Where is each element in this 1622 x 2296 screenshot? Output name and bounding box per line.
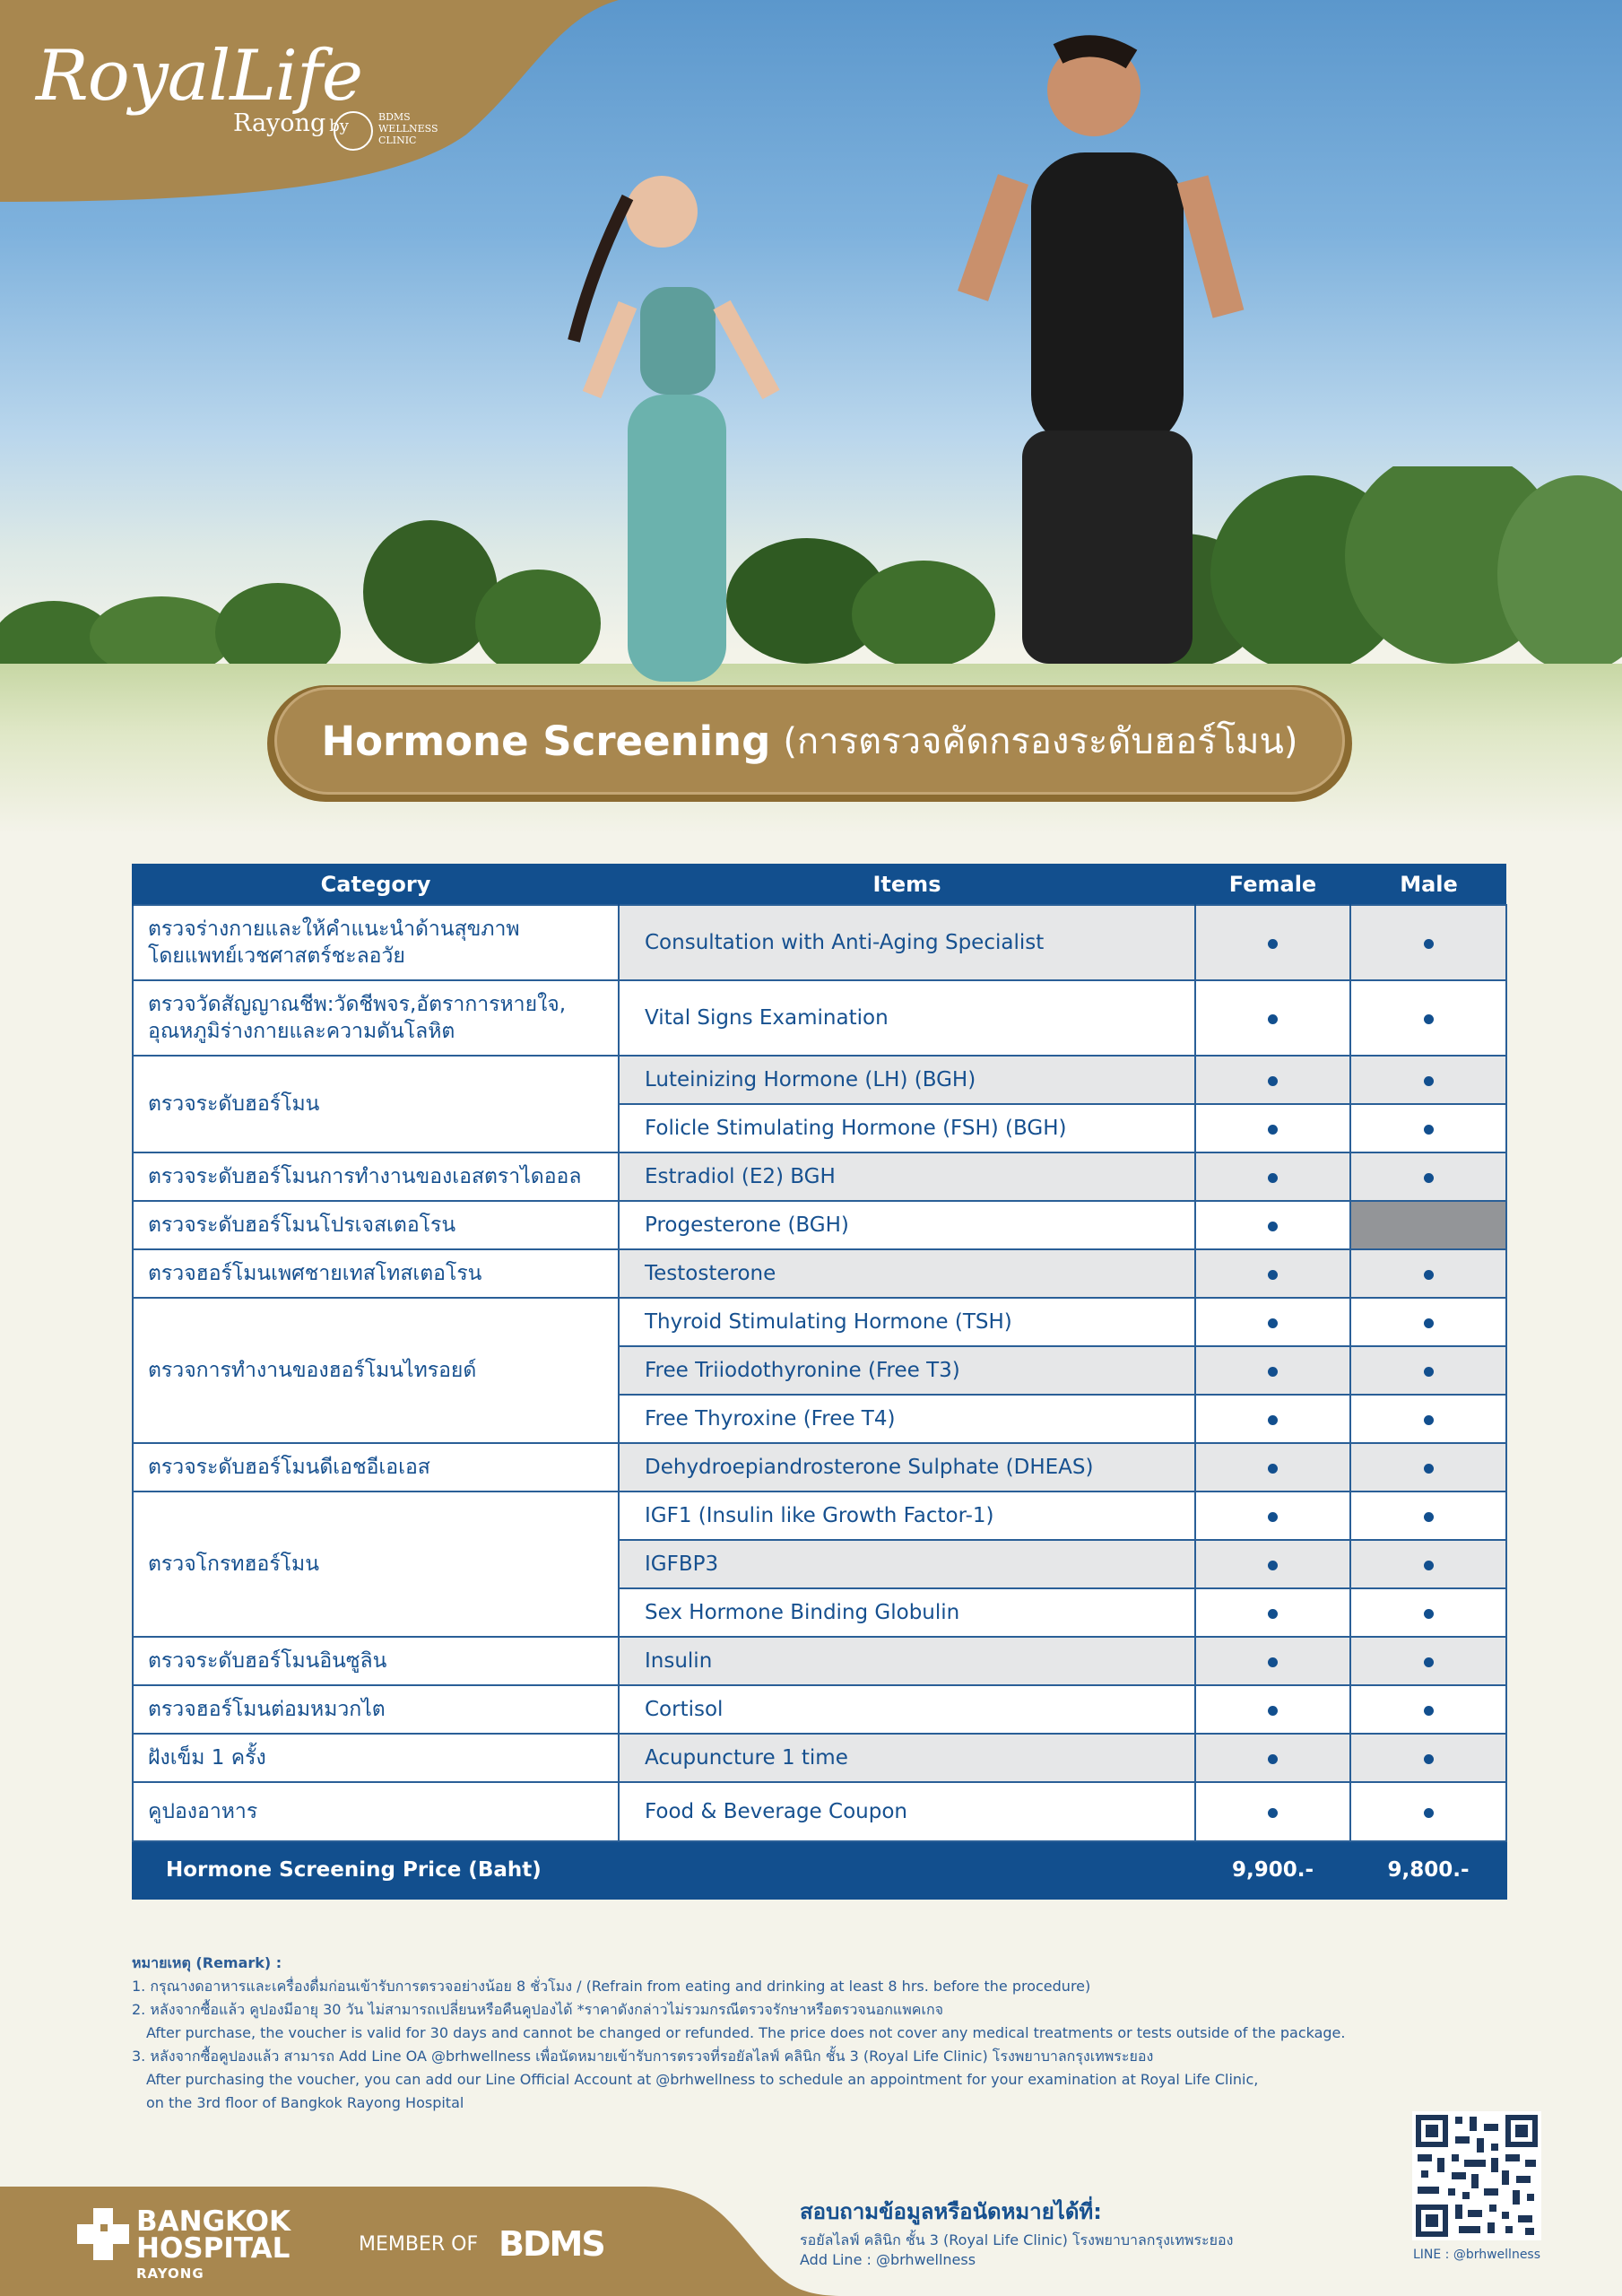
remarks-section [132,1952,1531,2115]
remark-2-english: After purchase, the voucher is valid for 30 days and cannot be changed or refunded. The price does not cover any medical treatments or tests outside of the package. [146,2024,1346,2041]
category-cell: ตรวจวัดสัญญาณชีพ:วัดชีพจร,อัตราการหายใจ, อุณหภูมิร่างกายและความดันโลหิต [133,980,619,1056]
price-row [133,1841,1506,1899]
included-dot-icon [1424,1125,1434,1135]
item-cell: Cortisol [619,1685,1195,1734]
included-dot-icon [1424,939,1434,949]
included-dot-icon [1424,1657,1434,1667]
remark-3-english-cont: on the 3rd floor of Bangkok Rayong Hospital [146,2094,464,2111]
male-check [1350,1152,1506,1201]
item-cell: Food & Beverage Coupon [619,1782,1195,1841]
female-check [1195,1346,1350,1395]
included-dot-icon [1424,1173,1434,1183]
member-of-label: MEMBER OF [359,2233,479,2256]
included-dot-icon [1424,1415,1434,1425]
male-check [1350,1104,1506,1152]
table-row [133,1249,1506,1298]
male-check [1350,1395,1506,1443]
title-thai: (การตรวจคัดกรองระดับฮอร์โมน) [783,721,1298,762]
included-dot-icon [1424,1706,1434,1716]
category-cell: ตรวจการทำงานของฮอร์โมนไทรอยด์ [133,1298,619,1443]
category-cell: ตรวจร่างกายและให้คำแนะนำด้านสุขภาพ โดยแพทย์เวชศาสตร์ชะลอวัย [133,905,619,980]
table-row [133,1782,1506,1841]
price-label: Hormone Screening Price (Baht) [133,1841,1195,1899]
remark-2-thai: 2. หลังจากซื้อแล้ว คูปองมีอายุ 30 วัน ไม่สามารถเปลี่ยนหรือคืนคูปองได้ *ราคาดังกล่าวไม่รวมกรณีตรวจรักษาหรือตรวจนอกแพคเกจ [132,2001,943,2018]
price-male: 9,800.- [1350,1841,1506,1899]
male-check [1350,980,1506,1056]
category-cell: ตรวจระดับฮอร์โมนโปรเจสเตอโรน [133,1201,619,1249]
item-cell: Testosterone [619,1249,1195,1298]
woman-runner [574,176,771,682]
bdms-wellness-label: BDMS WELLNESS CLINIC [378,111,438,146]
male-check [1350,1782,1506,1841]
female-check [1195,1249,1350,1298]
item-cell: Luteinizing Hormone (LH) (BGH) [619,1056,1195,1104]
item-cell: Sex Hormone Binding Globulin [619,1588,1195,1637]
category-cell: ตรวจระดับฮอร์โมนดีเอชอีเอเอส [133,1443,619,1492]
included-dot-icon [1268,1173,1278,1183]
female-check [1195,1540,1350,1588]
male-check [1350,1298,1506,1346]
included-dot-icon [1424,1754,1434,1764]
female-check [1195,1152,1350,1201]
male-check [1350,1056,1506,1104]
table-row [133,1298,1506,1346]
item-cell: Free Triiodothyronine (Free T3) [619,1346,1195,1395]
female-check [1195,1056,1350,1104]
female-check [1195,1395,1350,1443]
item-cell: Free Thyroxine (Free T4) [619,1395,1195,1443]
included-dot-icon [1268,1754,1278,1764]
table-row [133,1734,1506,1782]
included-dot-icon [1424,1808,1434,1818]
table-row [133,1056,1506,1104]
male-check [1350,1734,1506,1782]
female-check [1195,1443,1350,1492]
included-dot-icon [1268,1367,1278,1377]
included-dot-icon [1268,1125,1278,1135]
included-dot-icon [1268,1657,1278,1667]
table-row [133,905,1506,980]
table-row [133,1637,1506,1685]
item-cell: IGF1 (Insulin like Growth Factor-1) [619,1492,1195,1540]
included-dot-icon [1268,1609,1278,1619]
item-cell: IGFBP3 [619,1540,1195,1588]
contact-title: สอบถามข้อมูลหรือนัดหมายได้ที่: [800,2199,1102,2224]
included-dot-icon [1268,1512,1278,1522]
contact-address: รอยัลไลฟ์ คลินิก ชั้น 3 (Royal Life Clinic) โรงพยาบาลกรุงเทพระยอง [800,2231,1234,2248]
category-cell: ตรวจระดับฮอร์โมน [133,1056,619,1152]
title-english: Hormone Screening [321,717,771,765]
female-check [1195,980,1350,1056]
male-check [1350,1443,1506,1492]
remarks-title: หมายเหตุ (Remark) : [132,1954,282,1971]
female-check [1195,1685,1350,1734]
male-not-included-cell [1350,1201,1506,1249]
contact-line-id: Add Line : @brhwellness [800,2251,976,2268]
male-check [1350,1249,1506,1298]
package-table [132,864,1507,1900]
male-check [1350,1540,1506,1588]
female-check [1195,905,1350,980]
included-dot-icon [1268,1270,1278,1280]
included-dot-icon [1268,1222,1278,1231]
item-cell: Dehydroepiandrosterone Sulphate (DHEAS) [619,1443,1195,1492]
item-cell: Thyroid Stimulating Hormone (TSH) [619,1298,1195,1346]
female-check [1195,1637,1350,1685]
included-dot-icon [1424,1014,1434,1024]
table-row [133,1492,1506,1540]
item-cell: Consultation with Anti-Aging Specialist [619,905,1195,980]
hospital-branch: RAYONG [136,2266,204,2282]
remark-3-english: After purchasing the voucher, you can add our Line Official Account at @brhwellness to schedule an appointment for your examination at Royal Life Clinic, [146,2071,1259,2088]
female-check [1195,1782,1350,1841]
header-category: Category [133,864,619,905]
male-check [1350,1346,1506,1395]
page-title [274,687,1345,795]
male-check [1350,1685,1506,1734]
category-cell: ตรวจฮอร์โมนเพศชายเทสโทสเตอโรน [133,1249,619,1298]
category-cell: ตรวจฮอร์โมนต่อมหมวกไต [133,1685,619,1734]
included-dot-icon [1268,1808,1278,1818]
bdms-tree-icon [334,111,373,151]
bangkok-hospital-cross-icon [77,2208,129,2260]
category-cell: ตรวจระดับฮอร์โมนการทำงานของเอสตราไดออล [133,1152,619,1201]
included-dot-icon [1424,1609,1434,1619]
header-male: Male [1350,864,1506,905]
category-cell: คูปองอาหาร [133,1782,619,1841]
included-dot-icon [1424,1464,1434,1474]
male-check [1350,1492,1506,1540]
included-dot-icon [1268,1014,1278,1024]
table-row [133,1201,1506,1249]
included-dot-icon [1268,1464,1278,1474]
qr-code[interactable] [1412,2111,1541,2240]
item-cell: Acupuncture 1 time [619,1734,1195,1782]
female-check [1195,1492,1350,1540]
female-check [1195,1298,1350,1346]
category-cell: ตรวจโกรทฮอร์โมน [133,1492,619,1637]
included-dot-icon [1424,1076,1434,1086]
table-header-row [133,864,1506,905]
female-check [1195,1588,1350,1637]
category-cell: ฝังเข็ม 1 ครั้ง [133,1734,619,1782]
included-dot-icon [1268,1561,1278,1570]
item-cell: Folicle Stimulating Hormone (FSH) (BGH) [619,1104,1195,1152]
table-row [133,980,1506,1056]
included-dot-icon [1424,1512,1434,1522]
table-row [133,1152,1506,1201]
item-cell: Insulin [619,1637,1195,1685]
included-dot-icon [1268,1706,1278,1716]
female-check [1195,1201,1350,1249]
table-row [133,1685,1506,1734]
header-items: Items [619,864,1195,905]
included-dot-icon [1268,1318,1278,1328]
female-check [1195,1104,1350,1152]
logo-location: Rayong by [233,109,349,137]
included-dot-icon [1268,1076,1278,1086]
remark-3-thai: 3. หลังจากซื้อคูปองแล้ว สามารถ Add Line OA @brhwellness เพื่อนัดหมายเข้ารับการตรวจที่รอยัลไลฟ์ คลินิก ชั้น 3 (Royal Life Clinic) โรงพยาบาลกรุงเทพระยอง [132,2048,1154,2065]
included-dot-icon [1268,939,1278,949]
qr-line-label: LINE : @brhwellness [1412,2248,1541,2262]
included-dot-icon [1424,1270,1434,1280]
male-check [1350,1588,1506,1637]
item-cell: Vital Signs Examination [619,980,1195,1056]
included-dot-icon [1424,1318,1434,1328]
table-row [133,1443,1506,1492]
man-runner [973,43,1228,664]
male-check [1350,1637,1506,1685]
included-dot-icon [1268,1415,1278,1425]
bdms-logo: BDMS [499,2224,604,2264]
bangkok-hospital-logo: BANGKOK HOSPITAL [136,2205,291,2265]
remark-1: 1. กรุณางดอาหารและเครื่องดื่มก่อนเข้ารับการตรวจอย่างน้อย 8 ชั่วโมง / (Refrain from eating and drinking at least 8 hrs. before the procedure) [132,1978,1091,1995]
price-female: 9,900.- [1195,1841,1350,1899]
male-check [1350,905,1506,980]
item-cell: Progesterone (BGH) [619,1201,1195,1249]
included-dot-icon [1424,1367,1434,1377]
category-cell: ตรวจระดับฮอร์โมนอินซูลิน [133,1637,619,1685]
header-female: Female [1195,864,1350,905]
female-check [1195,1734,1350,1782]
item-cell: Estradiol (E2) BGH [619,1152,1195,1201]
included-dot-icon [1424,1561,1434,1570]
royal-life-logo: RoyalLife [36,36,362,117]
